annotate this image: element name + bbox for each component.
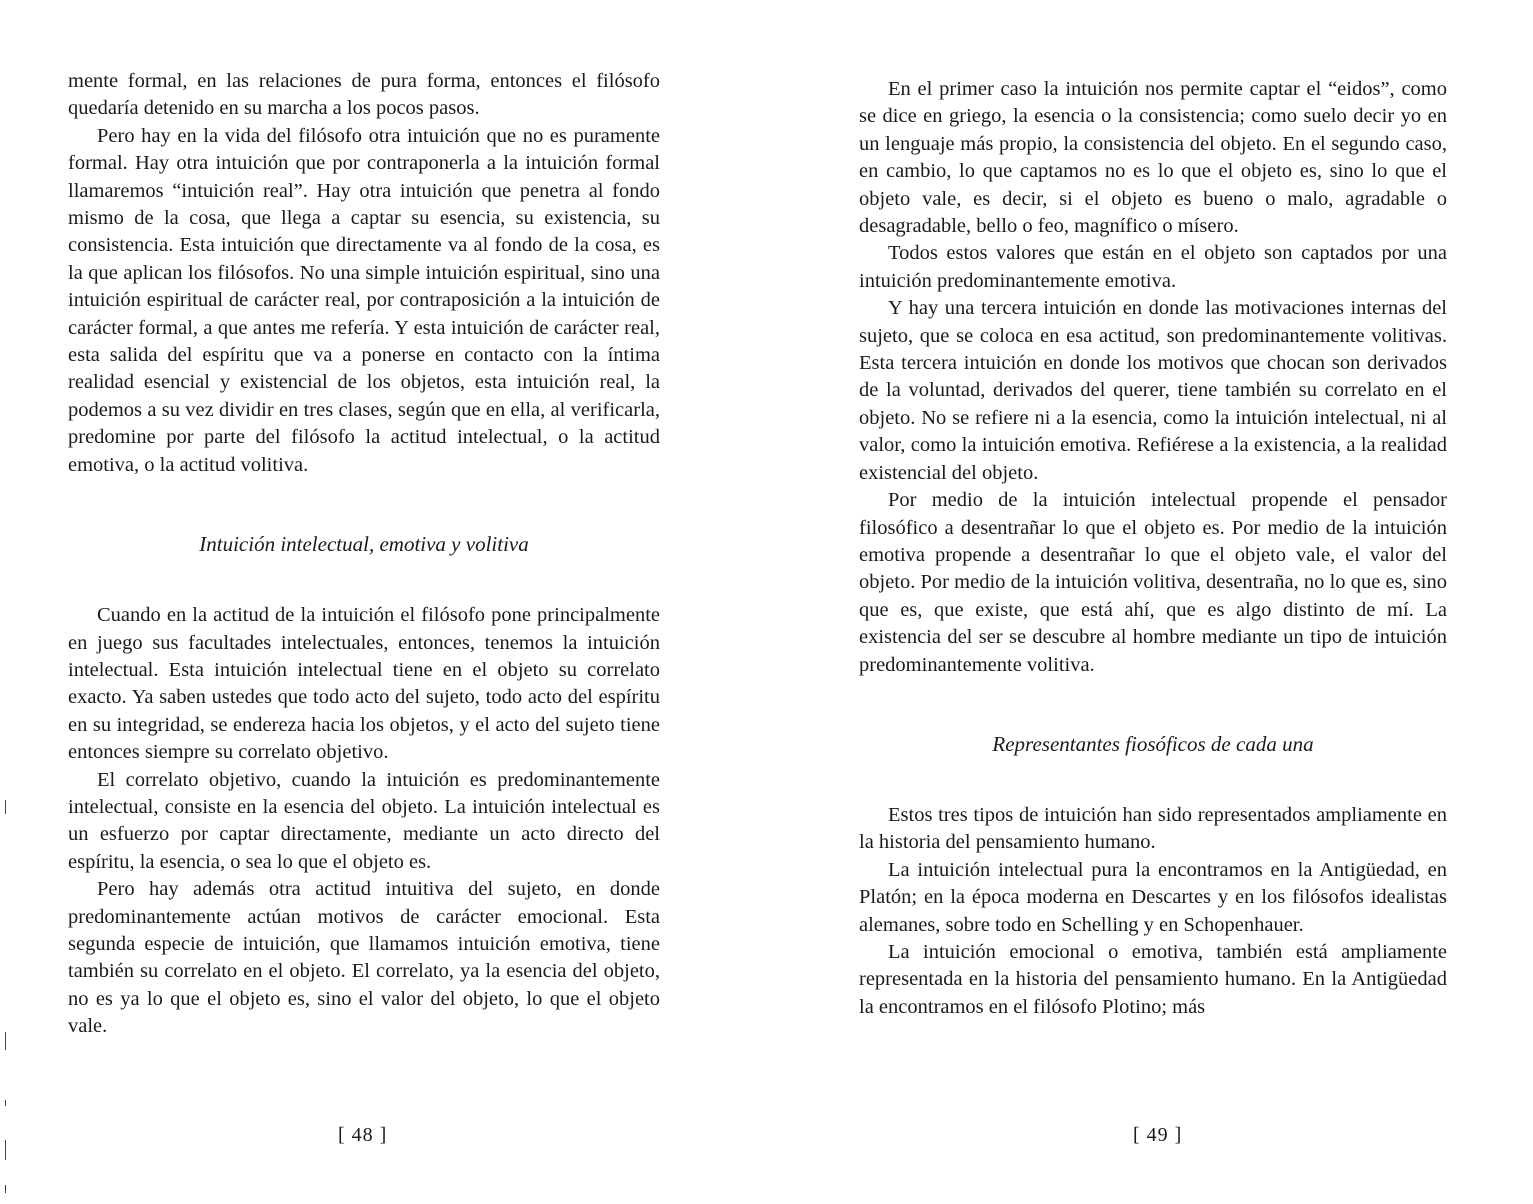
right-page [766,0,1533,1204]
scan-mark [5,1032,6,1050]
section-heading: Representantes fiosóficos de cada una [992,731,1314,756]
paragraph: En el primer caso la intuición nos permite captar el “eidos”, como se dice en griego, la esencia o la consistencia; como suelo decir yo en un lenguaje más propio, la consistencia del objeto. En el segundo caso, en cambio, lo que captamos no es lo que el objeto es, sino lo que el objeto vale, es decir, si el objeto es bueno o malo, agradable o desagradable, bello o feo, magnífico o mísero. [859,78,1447,238]
section-heading: Intuición intelectual, emotiva y volitiva [199,532,529,557]
left-page-text [68,68,660,1041]
paragraph: La intuición intelectual pura la encontramos en la Antigüedad, en Platón; en la época moderna en Descartes y en los filósofos idealistas alemanes, sobre todo en Schelling y en Schopenhauer. [859,858,1447,936]
paragraph: El correlato objetivo, cuando la intuición es predominantemente intelectual, consiste en la esencia del objeto. La intuición intelectual es un esfuerzo por captar directamente, mediante un acto directo del espíritu, la esencia, o sea lo que el objeto es. [68,768,660,873]
paragraph: Pero hay en la vida del filósofo otra intuición que no es puramente formal. Hay otra intuición que por contraponerla a la intuición formal llamaremos “intuición real”. Hay otra intuición que penetra al fondo mismo de la cosa, que llega a captar su esencia, su existencia, su consistencia. Esta intuición que directamente va al fondo de la cosa, es la que aplican los filósofos. No una simple intuición espiritual, sino una intuición espiritual de carácter real, por contraposición a la intuición de carácter formal, a que antes me refería. Y esta intuición de carácter real, esta salida del espíritu que va a ponerse en contacto con la íntima realidad esencial y existencial de los objetos, esta intuición real, la podemos a su vez dividir en tres clases, según que en ella, al verificarla, predomine por parte del filósofo la actitud intelectual, o la actitud emotiva, o la actitud volitiva. [68,124,660,476]
paragraph: Por medio de la intuición intelectual propende el pensador filosófico a desentrañar lo que el objeto es. Por medio de la intuición emotiva propende a desentrañar lo que el objeto vale, el valor del objeto. Por medio de la intuición volitiva, desentraña, no lo que es, sino que es, que existe, que está ahí, que es algo distinto de mí. La existencia del ser se descubre al hombre mediante un tipo de intuición predominantemente volitiva. [859,489,1447,676]
scan-mark [5,1140,6,1160]
paragraph: Pero hay además otra actitud intuitiva del sujeto, en donde predominantemente actúan motivos de carácter emocional. Esta segunda especie de intuición, que llamamos intuición emotiva, tiene también su correlato en el objeto. El correlato, ya la esencia del objeto, no es ya lo que el objeto es, sino el valor del objeto, lo que el objeto vale. [68,878,660,1038]
paragraph: Todos estos valores que están en el objeto son captados por una intuición predominantemente emotiva. [859,242,1447,292]
paragraph: Estos tres tipos de intuición han sido representados ampliamente en la historia del pensamiento humano. [859,803,1447,854]
paragraph: Y hay una tercera intuición en donde las motivaciones internas del sujeto, que se coloca en esa actitud, son predominantemente volitivas. Esta tercera intuición en donde los motivos que chocan son derivados de la voluntad, derivados del querer, tiene también su correlato en el objeto. No se refiere ni a la esencia, como la intuición intelectual, ni al valor, como la intuición emotiva. Refiérese a la existencia, a la realidad existencial del objeto. [859,297,1447,484]
scan-mark [5,1185,6,1193]
paragraph: Cuando en la actitud de la intuición el filósofo pone principalmente en juego sus facultades intelectuales, entonces, tenemos la intuición intelectual. Esta intuición intelectual tiene en el objeto su correlato exacto. Ya saben ustedes que todo acto del sujeto, todo acto del espíritu en su integridad, se endereza hacia los objetos, y el acto del sujeto tiene entonces siempre su correlato objetivo. [68,604,660,764]
scan-mark [5,800,6,814]
paragraph: mente formal, en las relaciones de pura forma, entonces el filósofo quedaría detenido en su marcha a los pocos pasos. [68,70,660,120]
page-number: [ 49 ] [1133,1124,1183,1146]
right-page-text [859,76,1447,1021]
page-number: [ 48 ] [338,1124,388,1146]
paragraph: La intuición emocional o emotiva, también está ampliamente representada en la historia del pensamiento humano. En la Antigüedad la encontramos en el filósofo Plotino; más [859,940,1447,1018]
left-page [0,0,766,1204]
scan-mark [5,1100,6,1106]
